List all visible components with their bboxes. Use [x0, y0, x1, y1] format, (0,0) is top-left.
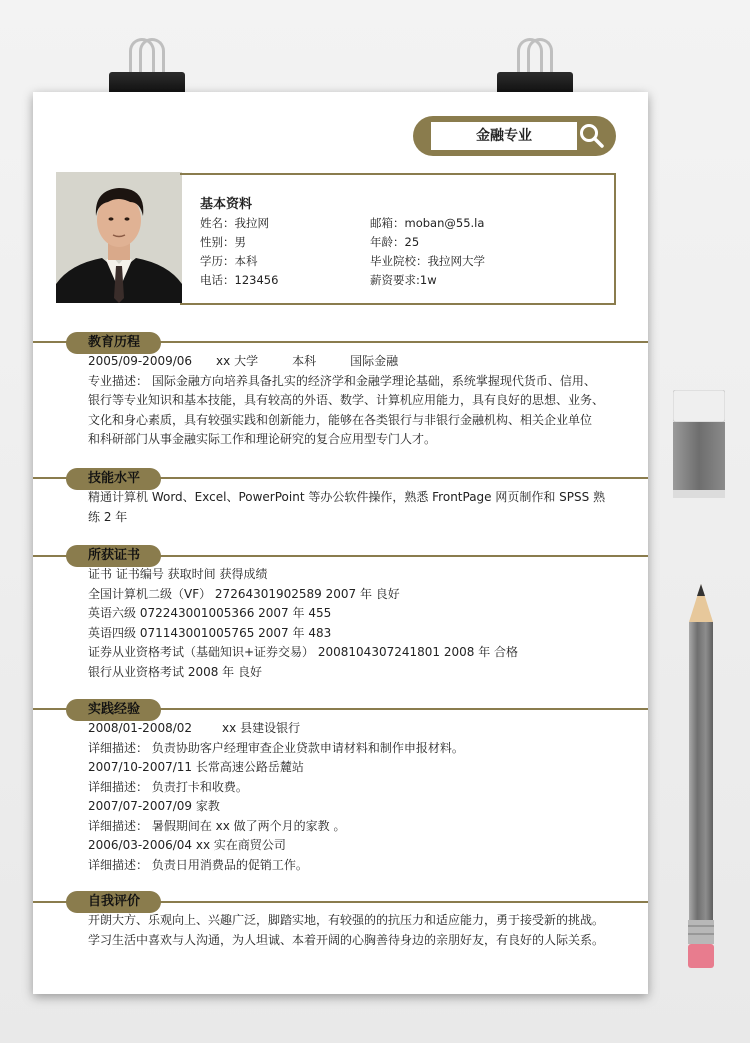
cert-line: 证书 证书编号 获取时间 获得成绩: [88, 567, 268, 581]
info-phone: 电话：123456: [200, 273, 279, 287]
practice-line: 2007/07-2007/09 家教: [88, 799, 220, 813]
skills-content: [88, 488, 618, 527]
basic-info-left: [200, 214, 278, 290]
practice-line: 2007/10-2007/11 长常高速公路岳麓站: [88, 760, 304, 774]
info-salary: 薪资要求:1w: [370, 273, 437, 287]
practice-line: 详细描述： 暑假期间在 xx 做了两个月的家教 。: [88, 818, 346, 833]
skills-line: 精通计算机 Word、Excel、PowerPoint 等办公软件操作，熟悉 FrontPage 网页制作和 SPSS 熟: [88, 490, 606, 504]
cert-line: 英语六级 072243001005366 2007 年 455: [88, 606, 332, 620]
skills-line: 练 2 年: [88, 509, 128, 524]
basic-info-right: [370, 214, 485, 290]
self-heading: 自我评价: [66, 891, 161, 913]
education-desc-line: 文化和身心素质，具有较强实践和创新能力，能够在各类银行与非银行金融机构、相关企业单位: [88, 412, 593, 427]
education-content: [88, 352, 618, 450]
profile-photo: [56, 172, 182, 303]
cert-line: 银行从业资格考试 2008 年 良好: [88, 664, 262, 679]
cert-line: 全国计算机二级（VF） 27264301902589 2007 年 良好: [88, 586, 400, 601]
education-heading: 教育历程: [66, 332, 161, 354]
certs-heading: 所获证书: [66, 545, 161, 567]
title-search-bar[interactable]: [413, 116, 616, 156]
basic-info-title: 基本资料: [200, 197, 253, 212]
info-name: 姓名：我拉网: [200, 216, 269, 230]
skills-heading: 技能水平: [66, 468, 161, 490]
self-line: 学习生活中喜欢与人沟通，为人坦诚、本着开阔的心胸善待身边的亲朋好友，有良好的人际关系。: [88, 932, 605, 947]
practice-line: 详细描述： 负责打卡和收费。: [88, 779, 248, 794]
search-icon[interactable]: [578, 122, 606, 150]
education-summary-row: 2005/09-2009/06 xx 大学 本科 国际金融: [88, 354, 399, 368]
info-education: 学历：本科: [200, 254, 258, 268]
basic-info-box: [180, 173, 616, 305]
certs-content: [88, 565, 618, 682]
title-search-label: 金融专业: [431, 122, 577, 150]
practice-heading: 实践经验: [66, 699, 161, 721]
practice-line: 2006/03-2006/04 xx 实在商贸公司: [88, 838, 286, 852]
cert-line: 证券从业资格考试（基础知识+证券交易） 2008104307241801 2008 年 合格: [88, 645, 519, 659]
info-age: 年龄：25: [370, 235, 420, 249]
pencil-decoration: [683, 584, 719, 972]
self-line: 开朗大方、乐观向上、兴趣广泛，脚踏实地，有较强的的抗压力和适应能力，勇于接受新的挑战。: [88, 913, 605, 927]
practice-first-row: 2008/01-2008/02 xx 县建设银行: [88, 721, 301, 735]
practice-content: [88, 719, 618, 875]
self-content: [88, 911, 618, 950]
practice-line: 详细描述： 负责协助客户经理审查企业贷款申请材料和制作申报材料。: [88, 740, 464, 755]
practice-line: 详细描述： 负责日用消费品的促销工作。: [88, 857, 308, 872]
education-desc-line: 专业描述： 国际金融方向培养具备扎实的经济学和金融学理论基础，系统掌握现代货币、信用、: [88, 373, 596, 388]
education-desc-line: 银行等专业知识和基本技能，具有较高的外语、数学、计算机应用能力，具有良好的思想、业务、: [88, 393, 605, 407]
info-gender: 性别：男: [200, 235, 246, 249]
cert-line: 英语四级 071143001005765 2007 年 483: [88, 625, 332, 640]
info-email: 邮箱：moban@55.la: [370, 216, 485, 230]
info-school: 毕业院校：我拉网大学: [370, 254, 485, 268]
eraser-decoration: [673, 390, 725, 498]
education-desc-line: 和科研部门从事金融实际工作和理论研究的复合应用型专门人才。: [88, 432, 437, 446]
